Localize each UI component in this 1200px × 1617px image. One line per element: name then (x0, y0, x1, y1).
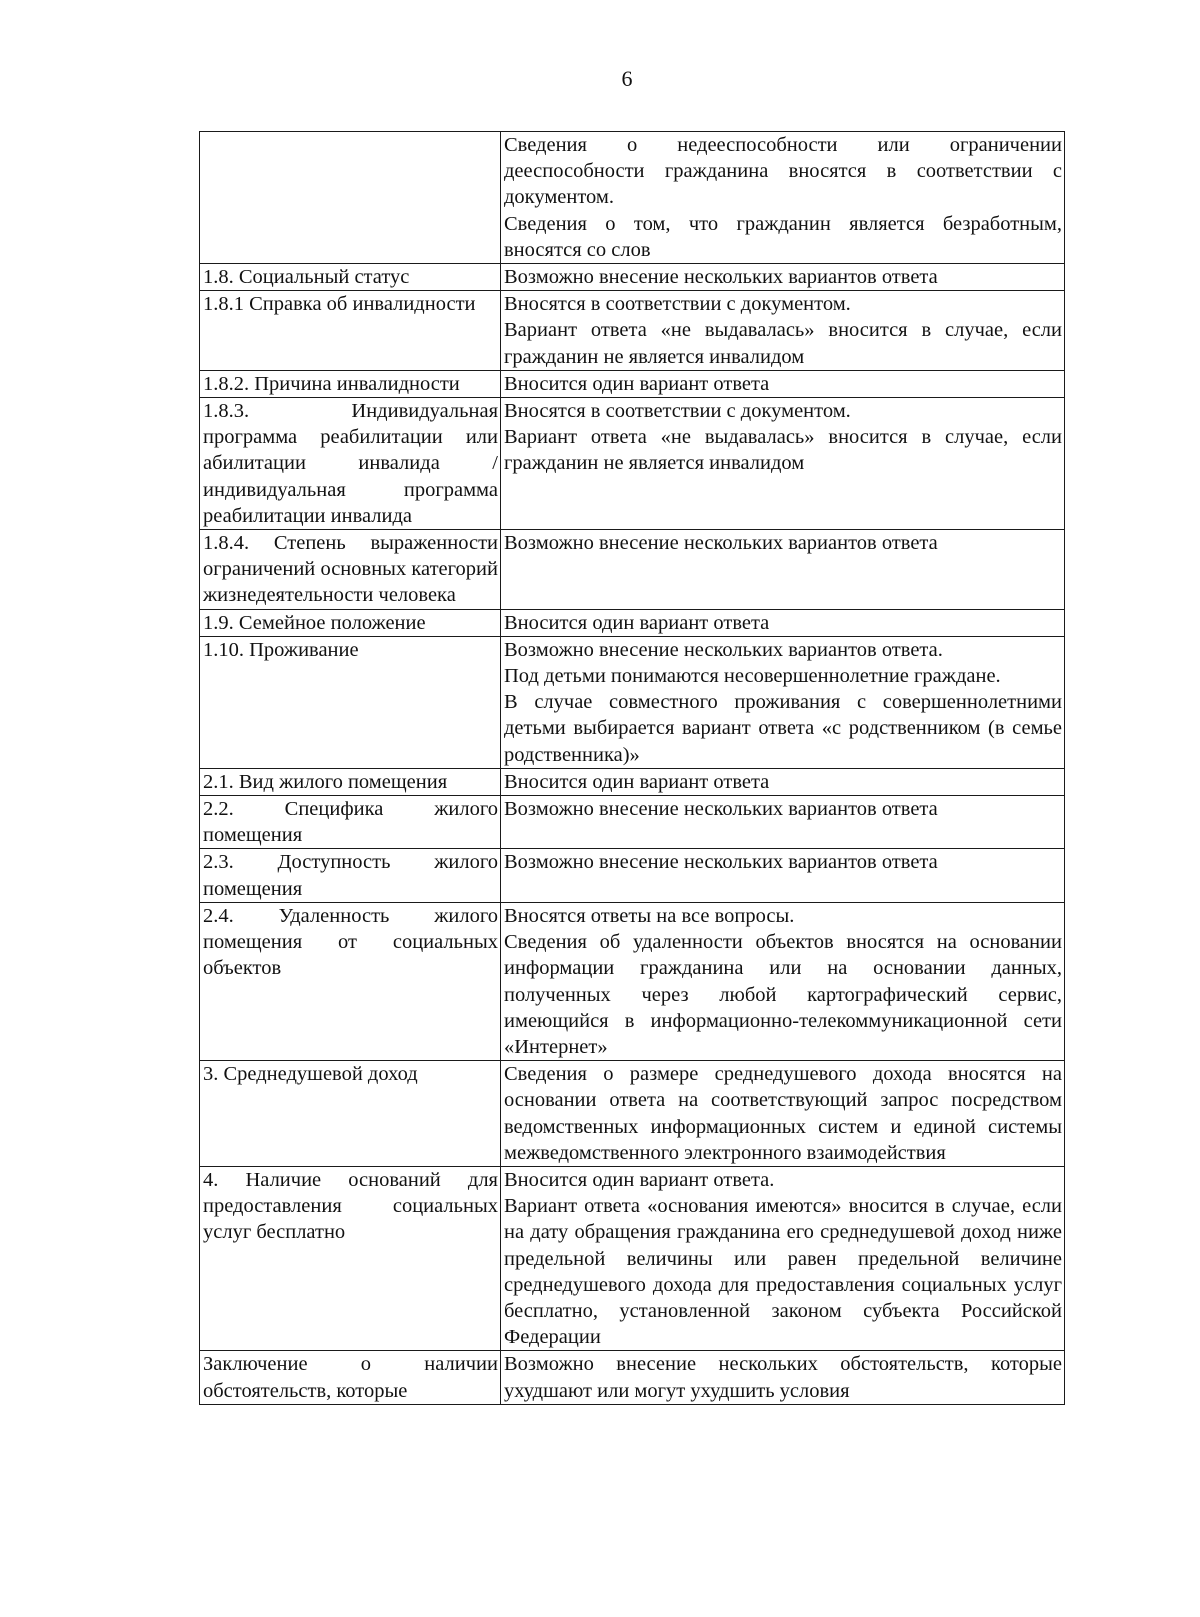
row-label: 1.10. Проживание (203, 638, 359, 661)
row-label-cell (200, 636, 501, 768)
table-row (200, 132, 1065, 264)
table-row (200, 768, 1065, 795)
page-number: 6 (621, 66, 633, 91)
row-label-cell (200, 1061, 501, 1167)
row-description-paragraph: Вносятся в соответствии с документом. (504, 293, 851, 316)
row-description-cell (501, 370, 1065, 397)
row-label: Заключение о наличии обстоятельств, которые (203, 1353, 498, 1402)
row-label-cell (200, 264, 501, 291)
row-description-paragraph: Вариант ответа «основания имеются» вносится в случае, если на дату обращения гражданина его среднедушевой доход ниже предельной величины или равен предельной величине среднедушевого дохода для предоставления социальных услуг бесплатно, установленной законом субъекта Российской Федерации (504, 1195, 1062, 1349)
table-row (200, 530, 1065, 610)
row-label-cell (200, 398, 501, 530)
row-label-cell (200, 902, 501, 1060)
table-row (200, 1061, 1065, 1167)
row-description-cell (501, 609, 1065, 636)
row-label: 1.8.2. Причина инвалидности (203, 372, 460, 395)
row-label-cell (200, 1166, 501, 1350)
row-label: 4. Наличие оснований для предоставления социальных услуг бесплатно (203, 1168, 498, 1244)
row-description-cell (501, 768, 1065, 795)
table-row (200, 902, 1065, 1060)
table-row (200, 636, 1065, 768)
row-description-cell (501, 264, 1065, 291)
row-description-paragraph: Сведения о размере среднедушевого дохода вносятся на основании ответа на соответствующий запрос посредством ведомственных информационных систем и единой системы межведомственного электронного взаимодействия (504, 1063, 1062, 1164)
row-description-paragraph: Возможно внесение нескольких обстоятельств, которые ухудшают или могут ухудшить условия (504, 1353, 1062, 1402)
row-label: 2.1. Вид жилого помещения (203, 770, 448, 793)
row-description-paragraph: Сведения об удаленности объектов вносятся на основании информации гражданина или на основании данных, полученных через любой картографический сервис, имеющийся в информационно-телекоммуникационной сети «Интернет» (504, 931, 1062, 1058)
instructions-table (199, 131, 1065, 1405)
row-description-paragraph: Вариант ответа «не выдавалась» вносится в случае, если гражданин не является инвалидом (504, 319, 1062, 368)
row-description-cell (501, 796, 1065, 849)
row-description-cell (501, 902, 1065, 1060)
table-row (200, 1351, 1065, 1404)
row-label-cell (200, 132, 501, 264)
row-description-cell (501, 1351, 1065, 1404)
row-description-paragraph: Сведения о том, что гражданин является безработным, вносятся со слов (504, 212, 1062, 261)
row-label-cell (200, 796, 501, 849)
row-description-paragraph: Вариант ответа «не выдавалась» вносится в случае, если гражданин не является инвалидом (504, 426, 1062, 475)
row-description-cell (501, 398, 1065, 530)
row-label: 1.8.3. Индивидуальная программа реабилитации или абилитации инвалида / индивидуальная программа реабилитации инвалида (203, 400, 498, 527)
table-row (200, 398, 1065, 530)
row-label-cell (200, 291, 501, 371)
row-description-paragraph: Вносятся в соответствии с документом. (504, 400, 851, 423)
row-description-paragraph: Сведения о недееспособности или ограничении дееспособности гражданина вносятся в соответствии с документом. (504, 134, 1062, 209)
table-row (200, 1166, 1065, 1350)
row-description-paragraph: Под детьми понимаются несовершеннолетние граждане. (504, 665, 1001, 688)
row-description-cell (501, 530, 1065, 610)
row-label: 3. Среднедушевой доход (203, 1063, 418, 1086)
row-description-cell (501, 1061, 1065, 1167)
row-description-cell (501, 849, 1065, 902)
row-label-cell (200, 1351, 501, 1404)
row-description-paragraph: Возможно внесение нескольких вариантов ответа (504, 798, 938, 821)
table-row (200, 796, 1065, 849)
table-row (200, 609, 1065, 636)
row-description-paragraph: Вносится один вариант ответа (504, 372, 770, 395)
row-label: 2.2. Специфика жилого помещения (203, 798, 498, 847)
row-description-cell (501, 132, 1065, 264)
row-description-paragraph: Вносится один вариант ответа (504, 770, 770, 793)
row-description-paragraph: В случае совместного проживания с совершеннолетними детьми выбирается вариант ответа «с родственником (в семье родственника)» (504, 691, 1062, 766)
row-label: 1.8. Социальный статус (203, 266, 410, 289)
row-label: 2.4. Удаленность жилого помещения от социальных объектов (203, 904, 498, 980)
row-description-paragraph: Возможно внесение нескольких вариантов ответа. (504, 638, 943, 661)
table-row (200, 370, 1065, 397)
row-label: 1.8.4. Степень выраженности ограничений основных категорий жизнедеятельности человека (203, 532, 498, 607)
row-label: 1.9. Семейное положение (203, 611, 426, 634)
row-label-cell (200, 530, 501, 610)
row-label-cell (200, 768, 501, 795)
row-label: 2.3. Доступность жилого помещения (203, 851, 498, 900)
row-description-paragraph: Возможно внесение нескольких вариантов ответа (504, 532, 938, 555)
row-description-cell (501, 1166, 1065, 1350)
row-description-cell (501, 636, 1065, 768)
row-description-paragraph: Вносится один вариант ответа (504, 611, 770, 634)
row-description-paragraph: Возможно внесение нескольких вариантов ответа (504, 266, 938, 289)
row-label-cell (200, 370, 501, 397)
row-description-paragraph: Вносится один вариант ответа. (504, 1168, 775, 1191)
table-row (200, 291, 1065, 371)
row-label: 1.8.1 Справка об инвалидности (203, 293, 476, 316)
table-row (200, 849, 1065, 902)
row-label-cell (200, 849, 501, 902)
row-description-paragraph: Вносятся ответы на все вопросы. (504, 904, 795, 927)
row-description-cell (501, 291, 1065, 371)
row-description-paragraph: Возможно внесение нескольких вариантов ответа (504, 851, 938, 874)
row-label-cell (200, 609, 501, 636)
table-row (200, 264, 1065, 291)
